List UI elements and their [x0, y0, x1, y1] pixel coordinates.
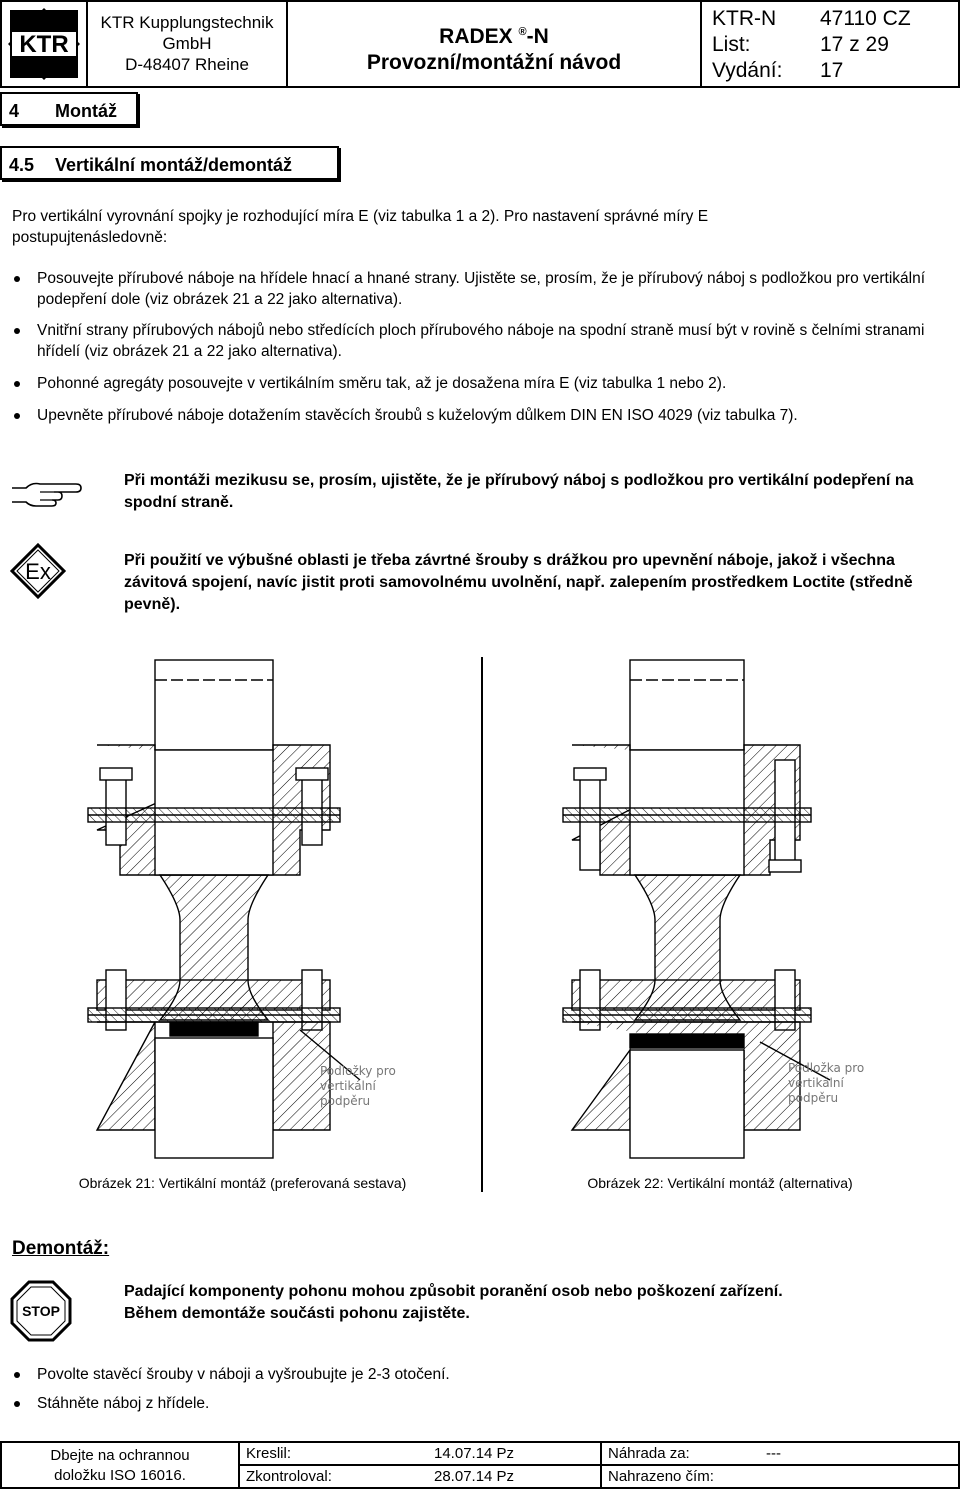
edition-value: 17 [820, 59, 844, 82]
checked-label: Zkontroloval: [246, 1468, 332, 1485]
mounting-hint: Při montáži mezikusu se, prosím, ujistěte, že je přírubový náboj s podložkou pro vertikální podepření na spodní straně. [124, 472, 914, 511]
copyright-line-2: doložku ISO 16016. [54, 1467, 186, 1484]
footer-row-divider [240, 1464, 958, 1466]
page-header [0, 0, 960, 88]
replaces-value: --- [766, 1445, 781, 1462]
document-title [288, 2, 702, 86]
replaces-label: Náhrada za: [608, 1445, 690, 1462]
fig22-label-line2: vertikální [788, 1076, 844, 1090]
company-info [88, 2, 288, 86]
chapter-heading [0, 92, 138, 126]
copyright-notice [2, 1443, 240, 1487]
ex-zone-note: Při použití ve výbušné oblasti je třeba závrtné šrouby s drážkou pro upevnění náboje, jakož i všechna závitová spojení, navíc jistit proti samovolnému uvolnění, např. zalepením prostředkem Loctite (středně pevně). [124, 552, 913, 613]
company-name: KTR Kupplungstechnik [100, 13, 274, 32]
warning-line-2: Během demontáže součásti pohonu zajistěte. [124, 1305, 470, 1322]
replaced-by-label: Nahrazeno čím: [608, 1468, 714, 1485]
chapter-number: 4 [9, 101, 20, 121]
figure-divider [481, 657, 483, 1192]
figure-21-caption: Obrázek 21: Vertikální montáž (preferovaná sestava) [78, 1175, 407, 1191]
company-form: GmbH [162, 34, 212, 53]
dismantling-heading: Demontáž: [12, 1238, 110, 1259]
list-item: Posouvejte přírubové náboje na hřídele hnací a hnané strany. Ujistěte se, prosím, že je přírubový náboj s podložkou pro vertikální podepření dole (viz obrázek 21 a 22 jako alternativa). [12, 268, 942, 310]
svg-text:KTR: KTR [19, 31, 69, 58]
svg-text:STOP: STOP [22, 1303, 60, 1319]
fig21-label-line2: vertikální [320, 1079, 376, 1093]
list-item: Pohonné agregáty posouvejte v vertikálním směru tak, až je dosažena míra E (viz tabulka 1 nebo 2). [12, 373, 942, 394]
chapter-title: Montáž [55, 101, 117, 121]
list-item: Povolte stavěcí šrouby v náboji a vyšroubujte je 2-3 otočení. [12, 1364, 942, 1385]
intro-line-1: Pro vertikální vyrovnání spojky je rozhodující míra E (viz tabulka 1 a 2). Pro nastavení správné míry E [12, 208, 709, 225]
drawn-value: 14.07.14 Pz [434, 1445, 515, 1462]
doc-number-label: KTR-N [712, 7, 777, 30]
falling-parts-warning [124, 1281, 954, 1325]
ktr-logo [2, 2, 88, 86]
document-type: Provozní/montážní návod [366, 51, 622, 74]
sheet-value: 17 z 29 [820, 33, 889, 56]
doc-number-value: 47110 CZ [820, 7, 911, 30]
replaced-by-value [762, 1466, 766, 1488]
sheet-label: List: [712, 33, 751, 56]
subsection-number: 4.5 [9, 155, 35, 175]
fig21-label-line3: podpěru [320, 1094, 371, 1108]
company-address: D-48407 Rheine [125, 55, 249, 74]
footer-col-divider [600, 1443, 602, 1487]
document-meta [702, 2, 958, 86]
checked-value: 28.07.14 Pz [434, 1468, 515, 1485]
product-name: RADEX ®-N [439, 25, 549, 48]
fig22-label-line3: podpěru [788, 1091, 839, 1105]
coupling-drawings [0, 650, 960, 1170]
intro-line-2: postupujtenásledovně: [12, 229, 168, 246]
svg-text:Ex: Ex [25, 559, 51, 584]
page-footer [0, 1441, 960, 1489]
figure-22-caption: Obrázek 22: Vertikální montáž (alternativa) [587, 1175, 853, 1191]
stop-sign-icon [10, 1280, 72, 1347]
drawn-label: Kreslil: [246, 1445, 292, 1462]
list-item: Upevněte přírubové náboje dotažením stavěcích šroubů s kuželovým důlkem DIN EN ISO 4029 (viz tabulka 7). [12, 405, 942, 426]
subsection-title: Vertikální montáž/demontáž [55, 155, 293, 175]
pointing-hand-icon [10, 478, 84, 515]
subsection-heading [0, 146, 339, 180]
fig22-label-line1: Podložka pro [788, 1061, 865, 1075]
list-item: Vnitřní strany přírubových nábojů nebo středících ploch přírubového náboje na spodní straně musí být v rovině s čelními stranami hřídelí (viz obrázek 21 a 22 jako alternativa). [12, 320, 942, 362]
warning-line-1: Padající komponenty pohonu mohou způsobit poranění osob nebo poškození zařízení. [124, 1283, 783, 1300]
copyright-line-1: Dbejte na ochrannou [50, 1447, 190, 1464]
list-item: Stáhněte náboj z hřídele. [12, 1393, 942, 1414]
fig21-label-line1: Podložky pro [320, 1064, 396, 1078]
edition-label: Vydání: [712, 59, 783, 82]
ex-explosion-icon [10, 543, 66, 604]
